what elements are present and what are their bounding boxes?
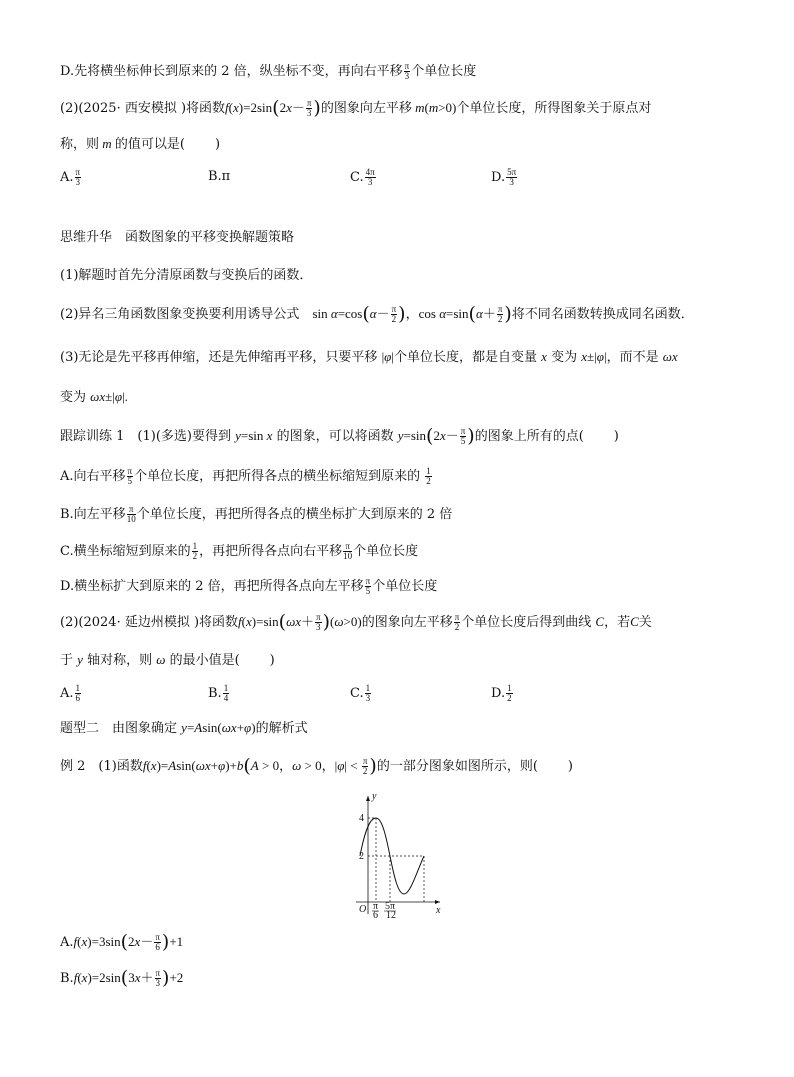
p2-option-d[interactable]: D. $\frac{1}{2}$ bbox=[491, 683, 512, 703]
example-2-question: 例 2 (1)函数f(x)=Asin(ωx+φ)+b(A > 0，ω > 0，|φ| < $\frac{\pi}{2}$ )的一部分图象如图所示，则( ) bbox=[60, 755, 573, 777]
x-axis-label: x bbox=[436, 905, 441, 916]
question-2: (2)(2025· 西安模拟 )将函数f(x)=2sin(2x－ $\frac{\pi}{3}$ )的图象向左平移 m(m>0)个单位长度，所得图象关于原点对 bbox=[60, 97, 652, 119]
origin-label: O bbox=[359, 904, 367, 915]
question-2-line2: 称，则 m 的值可以是( ) bbox=[60, 136, 221, 152]
y-tick-2: 2 bbox=[359, 851, 364, 862]
q2-option-c[interactable]: C. $\frac{4\pi}{3}$ bbox=[350, 167, 375, 187]
option-d-previous: D.先将横坐标伸长到原来的 2 倍，纵坐标不变，再向右平移 $\frac{\pi}{3}$ 个单位长度 bbox=[60, 61, 477, 81]
p2-option-c[interactable]: C. $\frac{1}{3}$ bbox=[350, 683, 371, 703]
q2-option-d[interactable]: D. $\frac{5\pi}{3}$ bbox=[491, 167, 517, 187]
track-question-2: (2)(2024· 延边州模拟 )将函数f(x)=sin(ωx＋ $\frac{\pi}{3}$ )(ω>0)的图象向左平移 $\frac{\pi}{2}$ 个单位长度后得到曲线 C，若C关 bbox=[60, 611, 652, 633]
track-option-d[interactable]: D.横坐标扩大到原来的 2 倍，再把所得各点向左平移 $\frac{\pi}{5}$ 个单位长度 bbox=[60, 576, 438, 596]
think-point-3-line2: 变为 ωx±|φ|. bbox=[60, 389, 128, 405]
track-option-a[interactable]: A.向右平移 $\frac{\pi}{5}$ 个单位长度，再把所得各点的横坐标缩短到原来的 $\frac{1}{2}$ bbox=[60, 466, 431, 486]
function-graph bbox=[348, 790, 448, 920]
x-tick-pi6-den: 6 bbox=[373, 910, 378, 920]
x-tick-5pi12-den: 12 bbox=[386, 910, 396, 920]
think-point-3: (3)无论是先平移再伸缩，还是先伸缩再平移，只要平移 |φ|个单位长度，都是自变量 x 变为 x±|φ|，而不是 ωx bbox=[60, 349, 678, 365]
think-point-2: (2)异名三角函数图象变换要利用诱导公式 sin α=cos(α－ $\frac{\pi}{2}$ )，cos α=sin(α＋ $\frac{\pi}{2}$ )将不同名函数转换成同名函数． bbox=[60, 303, 694, 325]
answer-option-b[interactable]: B.f(x)=2sin(3x＋ $\frac{\pi}{3}$ )+2 bbox=[60, 967, 184, 989]
track-option-c[interactable]: C.横坐标缩短到原来的 $\frac{1}{2}$ ，再把所得各点向右平移 $\frac{\pi}{10}$ 个单位长度 bbox=[60, 541, 419, 561]
section-type-2: 题型二 由图象确定 y=Asin(ωx+φ)的解析式 bbox=[60, 720, 308, 736]
y-axis-arrow-icon bbox=[366, 796, 370, 801]
y-tick-4: 4 bbox=[359, 813, 364, 824]
track-question-1: 跟踪训练 1 (1)(多选)要得到 y=sin x 的图象，可以将函数 y=sin(2x－ $\frac{\pi}{5}$ )的图象上所有的点( ) bbox=[60, 425, 619, 447]
y-axis-label: y bbox=[372, 791, 377, 802]
x-axis-arrow-icon bbox=[435, 900, 440, 904]
q2-option-b[interactable]: B.π bbox=[208, 169, 231, 184]
answer-option-a[interactable]: A.f(x)=3sin(2x－ $\frac{\pi}{6}$ )+1 bbox=[60, 931, 184, 953]
think-point-1: (1)解题时首先分清原函数与变换后的函数． bbox=[60, 268, 313, 283]
x-tick-pi6-num: π bbox=[373, 901, 379, 912]
p2-option-a[interactable]: A. $\frac{1}{6}$ bbox=[60, 683, 81, 703]
x-tick-5pi12-num: 5π bbox=[385, 901, 396, 912]
track-option-b[interactable]: B.向左平移 $\frac{\pi}{10}$ 个单位长度，再把所得各点的横坐标扩大到原来的 2 倍 bbox=[60, 504, 453, 524]
p2-option-b[interactable]: B. $\frac{1}{4}$ bbox=[208, 683, 229, 703]
think-title: 思维升华 函数图象的平移变换解题策略 bbox=[60, 230, 295, 245]
track-question-2-line2: 于 y 轴对称，则 ω 的最小值是( ) bbox=[60, 652, 275, 668]
q2-option-a[interactable]: A. $\frac{\pi}{3}$ bbox=[60, 167, 81, 187]
